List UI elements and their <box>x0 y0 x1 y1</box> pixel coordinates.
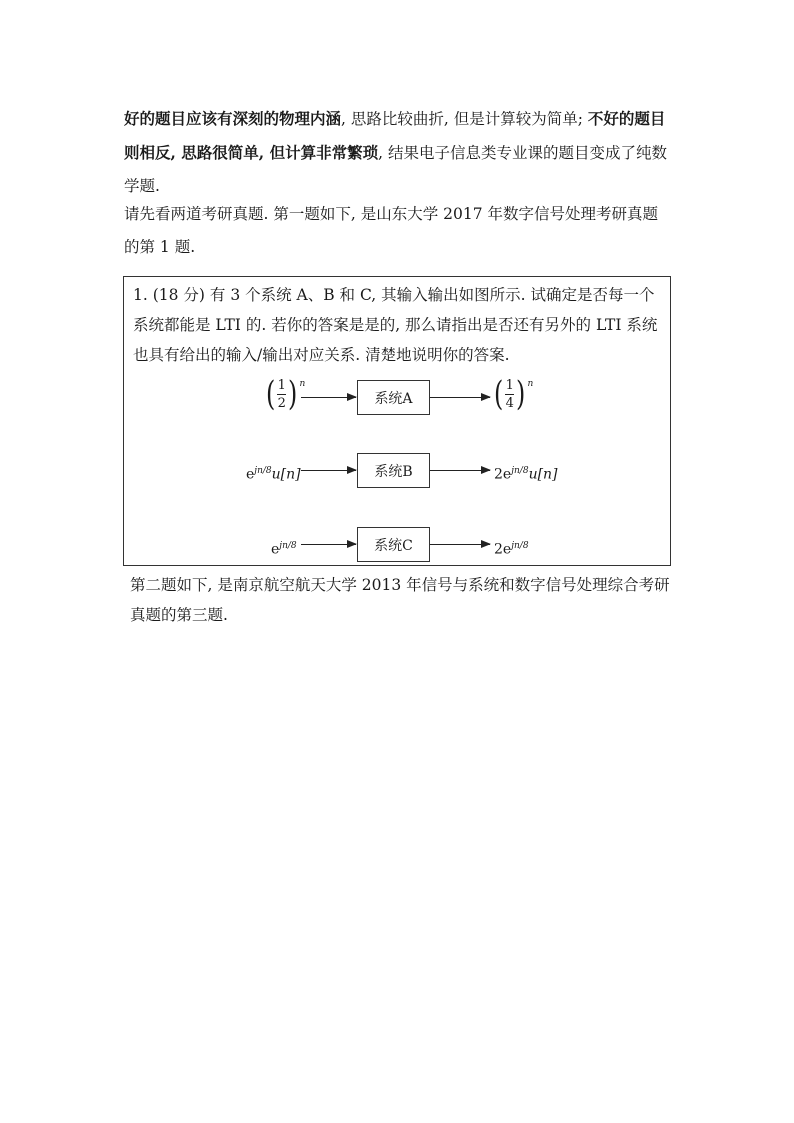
arrow-a-out <box>430 397 490 398</box>
system-c-output: $2e^{jn/8}$ <box>494 541 529 558</box>
arrow-b-out <box>430 470 490 471</box>
arrow-b-in <box>301 470 356 471</box>
intro-normal-a: , 思路比较曲折, 但是计算较为简单; <box>341 110 588 128</box>
intro2-paragraph: 请先看两道考研真题. 第一题如下, 是山东大学 2017 年数字信号处理考研真题的第 1 题. <box>124 205 659 256</box>
system-c-box: 系统C <box>357 527 430 562</box>
system-b-box: 系统B <box>357 453 430 488</box>
system-b-output: $2e^{jn/8}u[n]$ <box>494 466 558 483</box>
question-text: 1. (18 分) 有 3 个系统 A、B 和 C, 其输入输出如图所示. 试确定是否每一个系统都能是 LTI 的. 若你的答案是是的, 那么请指出是否还有另外的 LTI 系统也具有给出的输入/输出对应关系. 清楚地说明你的答案. <box>133 286 658 364</box>
system-a-input: ( $\frac{1}{2}$ ) n <box>265 374 306 414</box>
intro-bold-b: 不好的题目则相反, 思路很简单, 但计算非常繁琐 <box>124 109 666 162</box>
question-box <box>123 276 671 566</box>
arrow-c-in <box>301 544 356 545</box>
arrow-a-in <box>301 397 356 398</box>
intro-bold-a: 好的题目应该有深刻的物理内涵 <box>124 109 342 128</box>
outro-paragraph: 第二题如下, 是南京航空航天大学 2013 年信号与系统和数字信号处理综合考研真题的第三题. <box>130 576 670 624</box>
system-a-output: ( $\frac{1}{4}$ ) n <box>493 374 534 414</box>
system-a-box: 系统A <box>357 380 430 415</box>
intro-paragraph <box>124 102 672 203</box>
system-c-input: $e^{jn/8}$ <box>271 541 297 558</box>
intro-normal-b: , 结果电子信息类专业课的题目变成了纯数学题. <box>124 144 667 195</box>
system-b-input: $e^{jn/8}u[n]$ <box>246 466 301 483</box>
arrow-c-out <box>430 544 490 545</box>
